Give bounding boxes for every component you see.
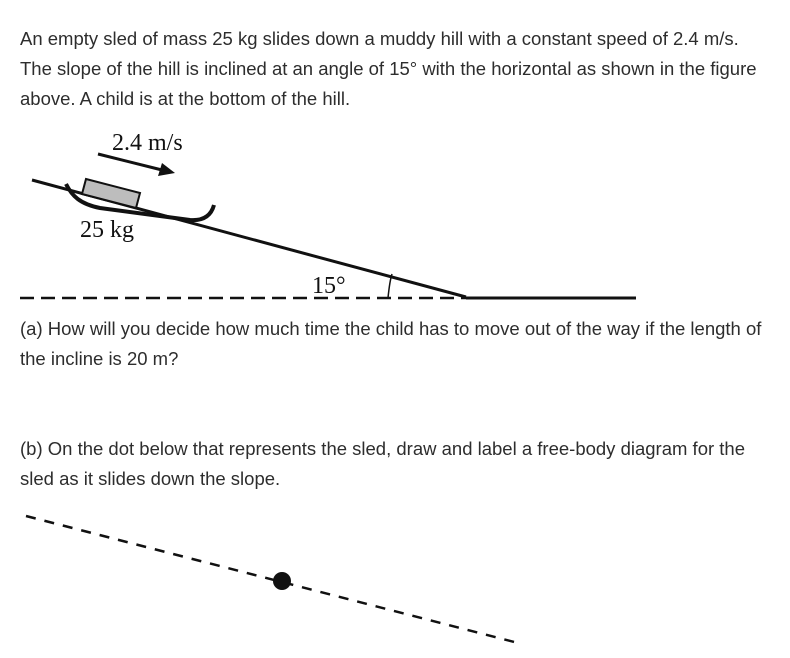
dashed-slope-line: [26, 516, 522, 644]
sled-dot: [273, 572, 291, 590]
speed-label: 2.4 m/s: [112, 130, 183, 156]
angle-label: 15°: [312, 273, 346, 299]
incline-figure: [0, 0, 790, 320]
velocity-arrow-icon: [98, 154, 175, 176]
part-b-question: (b) On the dot below that represents the sled, draw and label a free-body diagram for the sled as it slides down the slope.: [20, 438, 745, 489]
sled-icon: [66, 179, 214, 220]
part-a-question: (a) How will you decide how much time the child has to move out of the way if the length of the incline is 20 m?: [20, 318, 762, 369]
mass-label: 25 kg: [80, 217, 134, 243]
problem-intro-text: An empty sled of mass 25 kg slides down a muddy hill with a constant speed of 2.4 m/s. The slope of the hill is inclined at an angle of 15° with the horizontal as shown in the figure above. A child is at the bottom of the hill.: [20, 28, 757, 109]
